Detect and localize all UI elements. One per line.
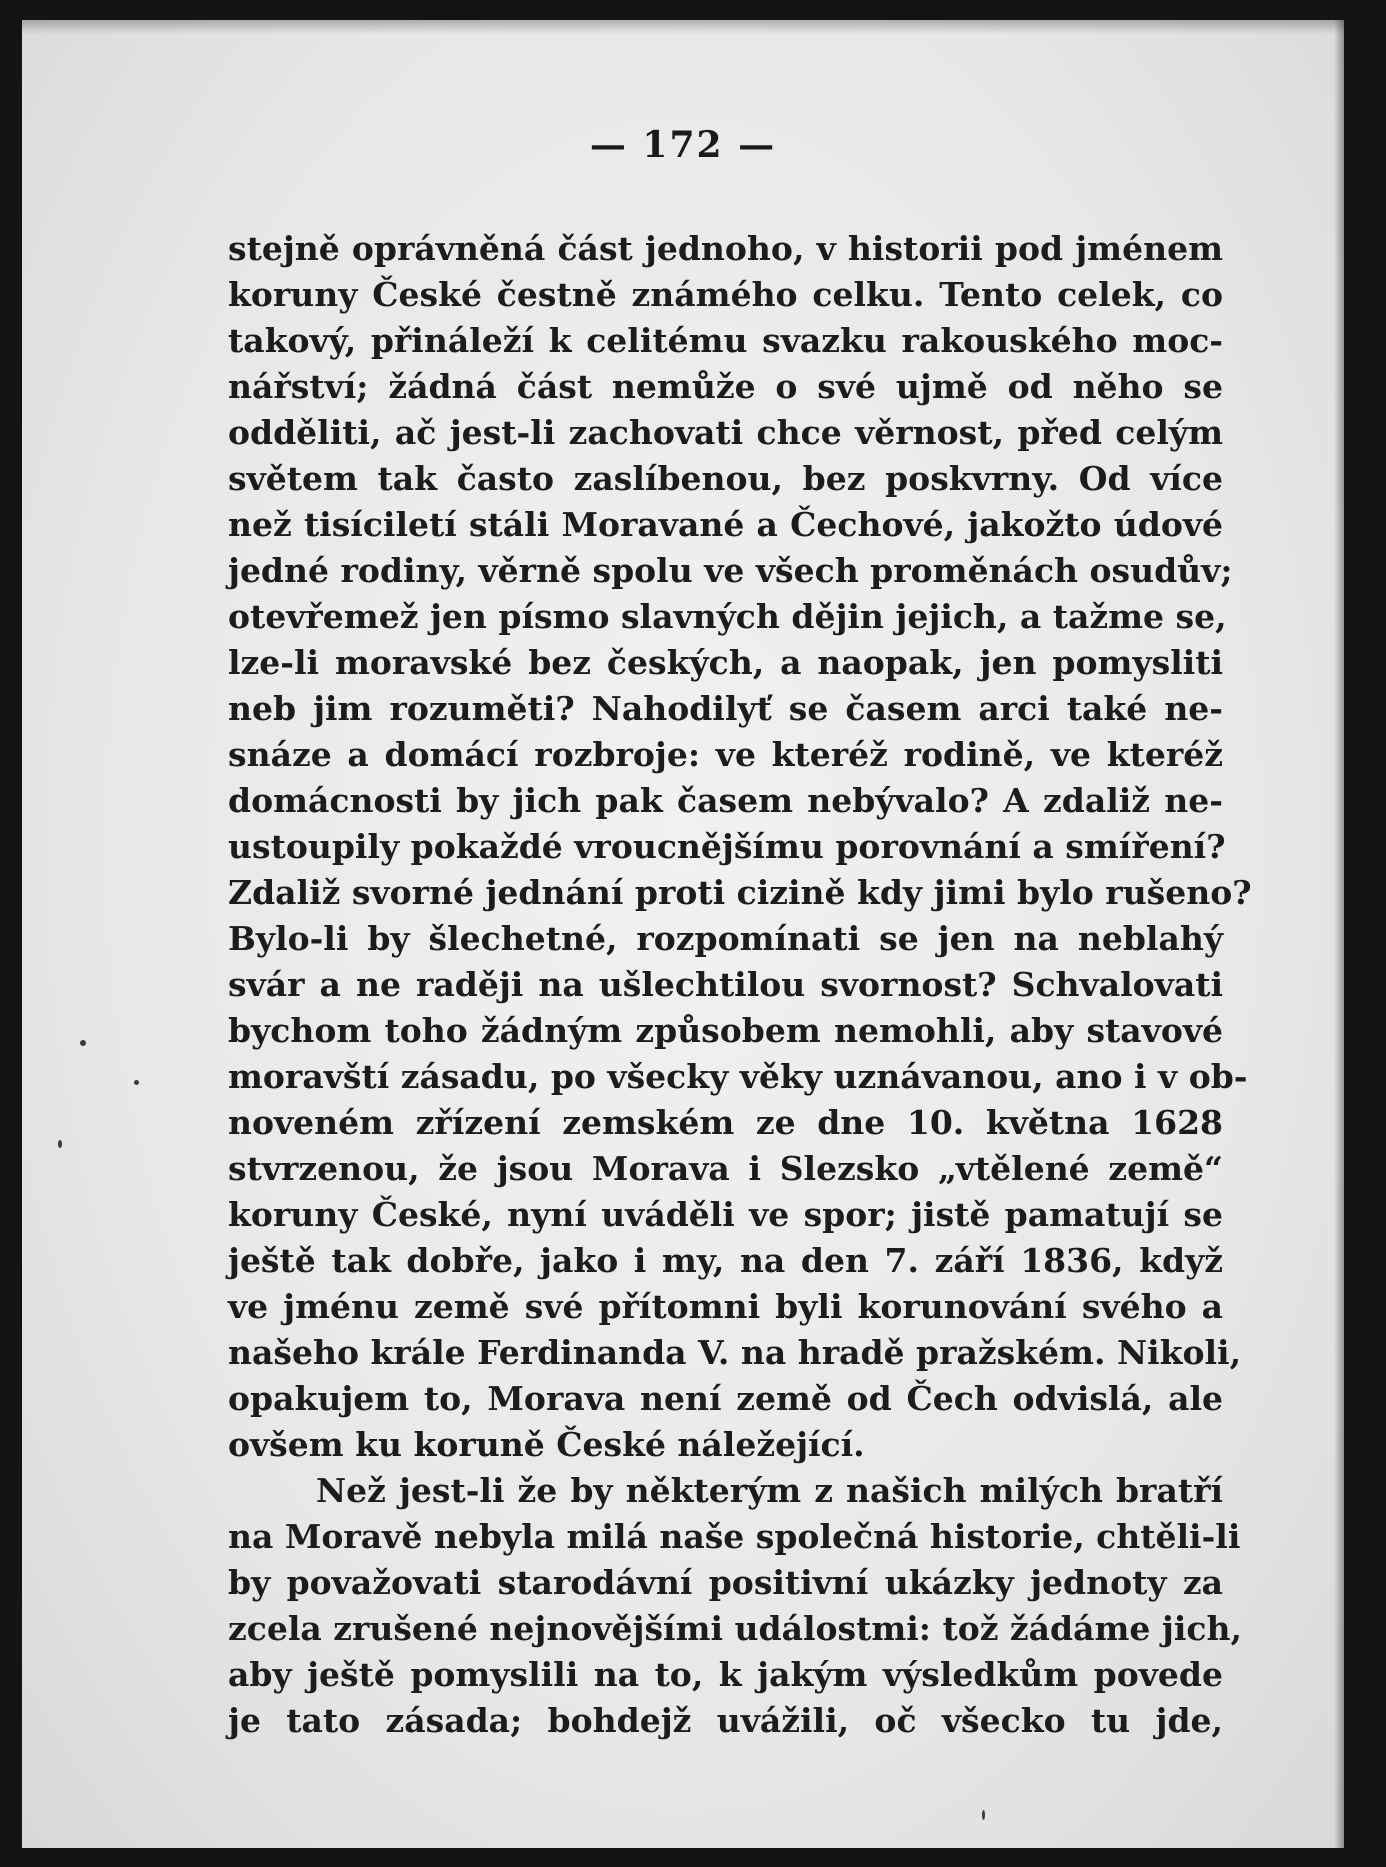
text-line: snáze a domácí rozbroje: ve kteréž rodině, ve kteréž (228, 735, 1223, 774)
page-number: — 172 — (589, 124, 777, 166)
scan-speck (58, 1140, 62, 1148)
text-line: zcela zrušené nejnovějšími událostmi: tož žádáme jich, (228, 1609, 1242, 1648)
scan-speck (982, 1810, 985, 1820)
text-line: ještě tak dobře, jako i my, na den 7. září 1836, když (228, 1241, 1223, 1280)
text-line: svár a ne raději na ušlechtilou svornost? Schvalovati (228, 965, 1223, 1004)
text-line: neb jim rozuměti? Nahodilyť se časem arci také ne- (228, 689, 1223, 728)
text-line: ustoupily pokaždé vroucnějšímu porovnání a smíření? (228, 827, 1226, 866)
text-line: než tisíciletí stáli Moravané a Čechové, jakožto údové (228, 505, 1223, 544)
text-line: světem tak často zaslíbenou, bez poskvrny. Od více (228, 459, 1223, 498)
text-line: ovšem ku koruně České náležející. (228, 1425, 865, 1464)
text-line: by považovati starodávní positivní ukázky jednoty za (228, 1563, 1223, 1602)
text-line: opakujem to, Morava není země od Čech odvislá, ale (228, 1379, 1223, 1418)
text-line: takový, přináleží k celitému svazku rakouského moc- (228, 321, 1223, 360)
text-line: ve jménu země své přítomni byli korunování svého a (228, 1287, 1223, 1326)
text-line: aby ještě pomyslili na to, k jakým výsledkům povede (228, 1655, 1223, 1694)
scan-speck (134, 1080, 139, 1085)
text-line: Než jest-li že by některým z našich milých bratří (316, 1471, 1223, 1510)
text-line: Zdaliž svorné jednání proti cizině kdy jimi bylo rušeno? (228, 873, 1252, 912)
text-line: stejně oprávněná část jednoho, v historii pod jménem (228, 229, 1223, 268)
text-line: našeho krále Ferdinanda V. na hradě pražském. Nikoli, (228, 1333, 1242, 1372)
text-line: lze-li moravské bez českých, a naopak, jen pomysliti (228, 643, 1223, 682)
text-line: nářství; žádná část nemůže o své ujmě od něho se (228, 367, 1223, 406)
text-line: otevřemež jen písmo slavných dějin jejich, a tažme se, (228, 597, 1227, 636)
page-top-shadow (22, 20, 1344, 34)
text-line: moravští zásadu, po všecky věky uznávanou, ano i v ob- (228, 1057, 1248, 1096)
scan-speck (80, 1040, 86, 1046)
text-line: na Moravě nebyla milá naše společná historie, chtěli-li (228, 1517, 1241, 1556)
text-line: odděliti, ač jest-li zachovati chce věrnost, před celým (228, 413, 1223, 452)
page-binding-shadow (1334, 20, 1344, 1848)
text-line: stvrzenou, že jsou Morava i Slezsko „vtělené země“ (228, 1149, 1223, 1188)
text-line: bychom toho žádným způsobem nemohli, aby stavové (228, 1011, 1223, 1050)
book-page (22, 20, 1344, 1848)
paragraph-2 (228, 1468, 1242, 1744)
text-line: domácnosti by jich pak časem nebývalo? A zdaliž ne- (228, 781, 1223, 820)
text-line: je tato zásada; bohdejž uvážili, oč všecko tu jde, (228, 1701, 1223, 1740)
text-line: koruny České, nyní uváděli ve spor; jistě pamatují se (228, 1195, 1223, 1234)
body-text (228, 226, 1252, 1744)
text-line: Bylo-li by šlechetné, rozpomínati se jen na neblahý (228, 919, 1223, 958)
text-line: noveném zřízení zemském ze dne 10. května 1628 (228, 1103, 1223, 1142)
text-line: koruny České čestně známého celku. Tento celek, co (228, 275, 1223, 314)
text-line: jedné rodiny, věrně spolu ve všech proměnách osudův; (228, 551, 1233, 590)
paragraph-1 (228, 226, 1252, 1468)
